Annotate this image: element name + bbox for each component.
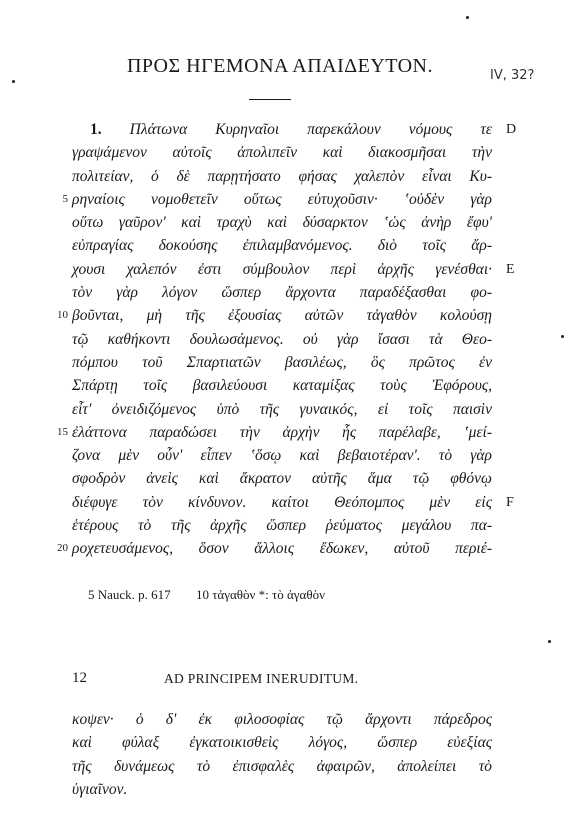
line-text: τὸν γὰρ λόγον ὥσπερ ἄρχοντα παραδέξασθαι φο- — [72, 284, 492, 302]
line-text: καὶ φύλαξ ἐγκατοικισθεὶς λόγος, ὥσπερ εὐεξίας — [72, 734, 492, 752]
text-line — [72, 328, 492, 351]
line-text: κοψεν· ὁ δ' ἐκ φιλοσοφίας τῷ ἄρχοντι πάρεδρος — [72, 711, 492, 728]
page-number: 12 — [72, 670, 87, 686]
text-line — [72, 467, 492, 490]
text-line — [72, 211, 492, 234]
main-text — [57, 118, 517, 561]
line-text: εἶτ' ὀνειδιζόμενος ὑπὸ τῆς γυναικός, εἰ τοῖς παισὶν — [72, 400, 492, 418]
line-text: χουσι χαλεπόν ἐστι σύμβουλον περὶ ἀρχῆς γενέσθαι· — [72, 260, 492, 278]
line-text: βοῦνται, μὴ τῆς ἐξουσίας αὐτῶν τἀγαθὸν κολούσῃ — [72, 307, 492, 325]
line-number: 20 — [57, 542, 68, 555]
line-text: οὕτω γαῦρον' καὶ τραχὺ καὶ δύσαρκτον ʽὡς ἀνὴρ ἔφυ' — [72, 214, 492, 232]
line-text: γραψάμενον αὐτοῖς ἀπολιπεῖν καὶ διακοσμῆσαι τὴν — [72, 144, 492, 162]
text-line — [72, 281, 492, 304]
footnote: 10 τἀγαθὸν *: τὸ ἀγαθὸν — [195, 587, 325, 602]
line-text: ζονα μὲν οὖν' εἶπεν ʽὅσῳ καὶ βεβαιοτέραν'. τὸ γὰρ — [72, 447, 492, 465]
text-line — [72, 731, 492, 754]
line-text: ὑγιαῖνον. — [72, 780, 128, 798]
line-text: πολιτείαν, ὁ δὲ παρῃτήσατο φήσας χαλεπὸν εἶναι Κυ- — [72, 167, 492, 185]
text-line — [72, 165, 492, 188]
text-line — [72, 118, 517, 141]
text-line — [72, 234, 492, 257]
margin-marker: E — [506, 261, 515, 277]
margin-marker: D — [506, 122, 517, 137]
line-number: 15 — [57, 425, 68, 438]
running-title: AD PRINCIPEM INERUDITUM. — [164, 671, 359, 686]
line-text: σφοδρὸν ἀνεὶς καὶ ἄκρατον αὐτῆς ἅμα τῷ φθόνῳ — [72, 470, 492, 488]
line-text: τῷ καθήκοντι δουλωσάμενος. οὐ γὰρ ἴσασι τὰ Θεο- — [72, 330, 492, 348]
footnotes — [88, 587, 508, 603]
title-rule — [249, 99, 291, 100]
text-line — [57, 421, 492, 444]
ink-speck — [548, 640, 551, 643]
text-line — [72, 755, 492, 778]
line-number: 10 — [57, 309, 68, 322]
line-content: Πλάτωνα Κυρηναῖοι παρεκάλουν νόμους τε — [129, 121, 492, 138]
line-text: ροχετευσάμενος, ὅσον ἄλλοις ἔδωκεν, αὐτοῦ περιέ- — [72, 540, 492, 558]
footnote: 5 Nauck. p. 617 — [88, 587, 171, 602]
line-text: διέφυγε τὸν κίνδυνον. καίτοι Θεόπομπος μὲν εἰς — [72, 493, 492, 511]
line-text: πόμπου τοῦ Σπαρτιατῶν βασιλέως, ὃς πρῶτος ἐν — [72, 353, 492, 371]
text-line — [72, 141, 492, 164]
handwritten-note: IV, 32? — [490, 68, 535, 83]
text-line — [72, 708, 492, 731]
text-line — [62, 188, 492, 211]
line-text: εὐπραγίας δοκούσης ἐπιλαμβανόμενος. διὸ τοῖς ἄρ- — [72, 237, 492, 255]
page-title: ΠΡΟΣ ΗΓΕΜΟΝΑ ΑΠΑΙΔΕΥΤΟΝ. — [126, 55, 434, 77]
line-text: τῆς δυνάμεως τὸ ἐπισφαλὲς ἀφαιρῶν, ἀπολείπει τὸ — [72, 757, 492, 775]
text-line — [57, 537, 492, 560]
section-number: 1. — [90, 121, 102, 138]
margin-marker: F — [506, 494, 514, 510]
line-text: ἐλάττονα παραδώσει τὴν ἀρχὴν ἧς παρέλαβε, ʽμεί- — [72, 423, 492, 441]
ink-speck — [561, 335, 564, 338]
line-number: 5 — [62, 192, 68, 205]
text-line — [72, 514, 492, 537]
line-text: Σπάρτῃ τοῖς βασιλεύουσι καταμίξας τοὺς Ἐφόρους, — [72, 377, 492, 395]
ink-speck — [12, 80, 15, 83]
text-line — [72, 444, 492, 467]
text-line — [57, 304, 492, 327]
line-text: ρηναίοις νομοθετεῖν οὕτως εὐτυχοῦσιν· ʽοὐδὲν γὰρ — [72, 190, 492, 208]
text-line — [72, 258, 515, 281]
ink-speck — [466, 16, 469, 19]
text-line — [72, 351, 492, 374]
text-line — [72, 398, 492, 421]
continuation-text — [72, 708, 492, 801]
line-text — [72, 118, 492, 141]
text-line — [72, 778, 492, 801]
text-line — [72, 491, 514, 514]
line-text: ἑτέρους τὸ τῆς ἀρχῆς ὥσπερ ῥεύματος μεγάλου πα- — [72, 517, 492, 535]
text-line — [72, 374, 492, 397]
